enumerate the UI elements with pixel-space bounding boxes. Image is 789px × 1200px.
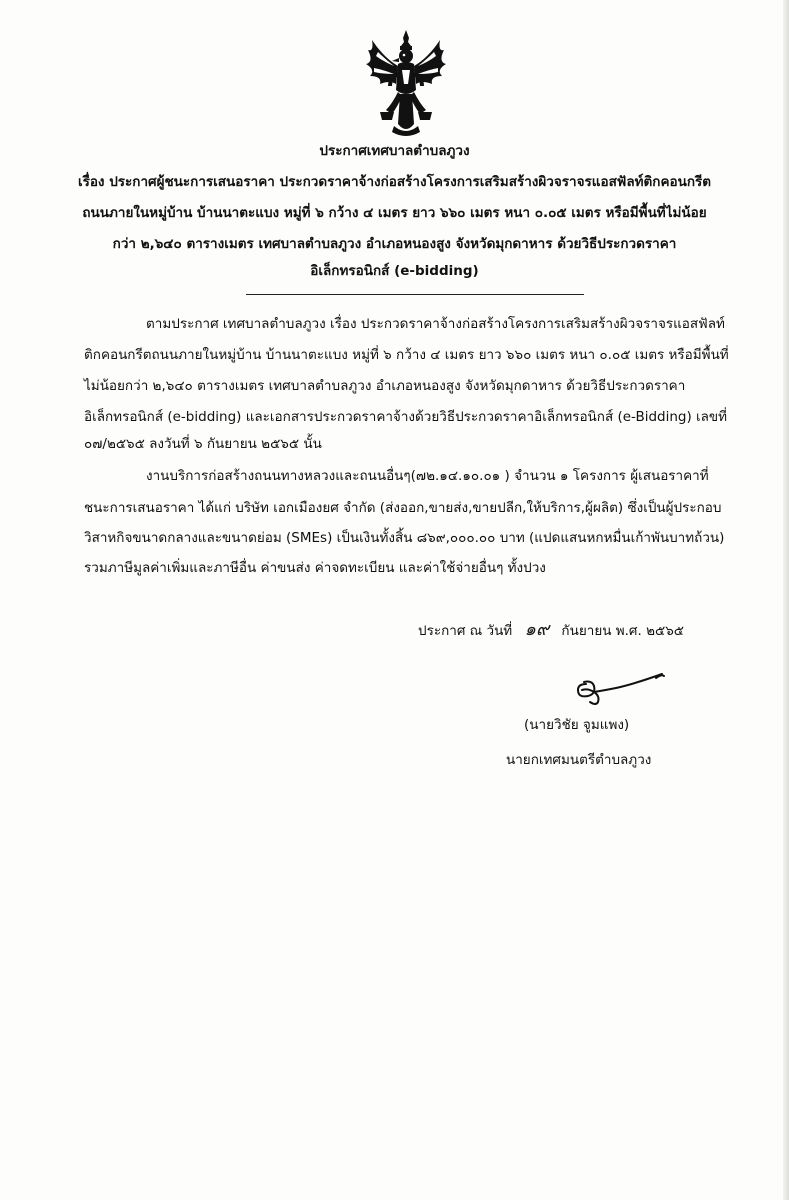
paragraph1-line-4: อิเล็กทรอนิกส์ (e-bidding) และเอกสารประกวดราคาจ้างด้วยวิธีประกวดราคาอิเล็กทรอนิกส์ (e-Bidding) เลขที่ (84, 409, 728, 425)
paragraph1-line-5: ๐๗/๒๕๖๕ ลงวันที่ ๖ กันยายน ๒๕๖๕ นั้น (84, 436, 322, 452)
subject-line-3: กว่า ๒,๖๔๐ ตารางเมตร เทศบาลตำบลภูวง อำเภอหนองสูง จังหวัดมุกดาหาร ด้วยวิธีประกวดราคา (112, 236, 677, 252)
signer-name: (นายวิชัย จูมแพง) (524, 717, 630, 733)
paragraph1-line-2: ติกคอนกรีตถนนภายในหมู่บ้าน บ้านนาตะแบง หมู่ที่ ๖ กว้าง ๔ เมตร ยาว ๖๖๐ เมตร หนา ๐.๐๕ เมตร หรือมีพื้นที่ (84, 347, 729, 363)
subject-line-1: เรื่อง ประกาศผู้ชนะการเสนอราคา ประกวดราคาจ้างก่อสร้างโครงการเสริมสร้างผิวจราจรแอสฟัลท์ติกคอนกรีต (77, 174, 712, 190)
paragraph2-line-1: งานบริการก่อสร้างถนนทางหลวงและถนนอื่นๆ(๗๒.๑๔.๑๐.๐๑ ) จำนวน ๑ โครงการ ผู้เสนอราคาที่ (146, 468, 709, 484)
paragraph1-line-3: ไม่น้อยกว่า ๒,๖๔๐ ตารางเมตร เทศบาลตำบลภูวง อำเภอหนองสูง จังหวัดมุกดาหาร ด้วยวิธีประกวดราคา (84, 378, 686, 394)
handwritten-signature (572, 668, 668, 710)
paragraph2-line-2: ชนะการเสนอราคา ได้แก่ บริษัท เอกเมืองยศ จำกัด (ส่งออก,ขายส่ง,ขายปลีก,ให้บริการ,ผู้ผลิต) ซึ่งเป็นผู้ประกอบ (84, 500, 722, 516)
signer-title: นายกเทศมนตรีตำบลภูวง (506, 752, 652, 768)
announce-date-line (418, 619, 684, 640)
announce-day-handwritten: ๑๙ (524, 619, 550, 640)
paragraph2-line-3: วิสาหกิจขนาดกลางและขนาดย่อม (SMEs) เป็นเงินทั้งสิ้น ๘๖๙,๐๐๐.๐๐ บาท (แปดแสนหกหมื่นเก้าพันบาทถ้วน) (84, 530, 725, 546)
announce-date-suffix: กันยายน พ.ศ. ๒๕๖๕ (561, 623, 684, 639)
heading-divider (246, 294, 584, 295)
subject-line-2: ถนนภายในหมู่บ้าน บ้านนาตะแบง หมู่ที่ ๖ กว้าง ๔ เมตร ยาว ๖๖๐ เมตร หนา ๐.๐๕ เมตร หรือมีพื้นที่ไม่น้อย (82, 205, 707, 221)
announcement-title: ประกาศเทศบาลตำบลภูวง (319, 143, 470, 159)
subject-line-4: อิเล็กทรอนิกส์ (e-bidding) (310, 263, 479, 279)
garuda-emblem-icon (358, 28, 454, 138)
scan-edge-shadow (783, 0, 789, 1200)
paragraph1-line-1: ตามประกาศ เทศบาลตำบลภูวง เรื่อง ประกวดราคาจ้างก่อสร้างโครงการเสริมสร้างผิวจราจรแอสฟัลท์ (146, 316, 725, 332)
paragraph2-line-4: รวมภาษีมูลค่าเพิ่มและภาษีอื่น ค่าขนส่ง ค่าจดทะเบียน และค่าใช้จ่ายอื่นๆ ทั้งปวง (84, 560, 546, 576)
announce-date-prefix: ประกาศ ณ วันที่ (418, 623, 513, 639)
